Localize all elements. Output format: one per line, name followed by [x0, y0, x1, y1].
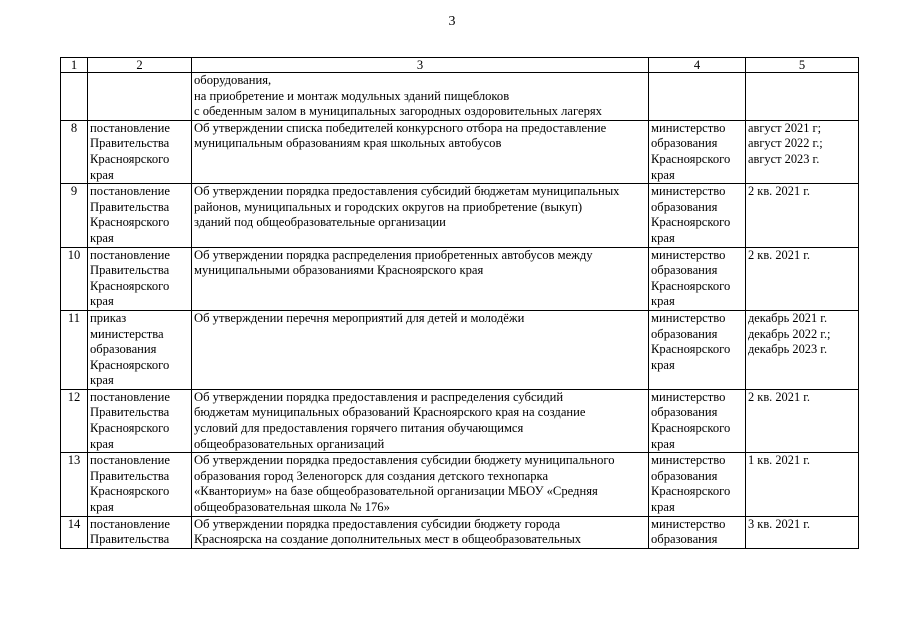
row-deadline — [746, 389, 859, 452]
row-responsible-line: края — [651, 167, 675, 182]
row-document-type-line: постановление — [90, 184, 170, 199]
column-header-4: 4 — [649, 58, 746, 73]
row-document-type — [88, 120, 192, 183]
row-document-type-line: постановление — [90, 516, 170, 531]
row-description — [192, 120, 649, 183]
row-responsible-line: министерство — [651, 453, 726, 468]
column-header-5: 5 — [746, 58, 859, 73]
row-description — [192, 453, 649, 516]
row-deadline-line: август 2022 г.; — [748, 136, 823, 151]
row-deadline-line: 1 кв. 2021 г. — [748, 453, 811, 468]
row-responsible-line: края — [651, 357, 675, 372]
continuation-line: с обеденным залом в муниципальных загородных оздоровительных лагерях — [194, 104, 602, 119]
row-document-type-line: Правительства — [90, 405, 170, 420]
row-responsible-line: образования — [651, 263, 718, 278]
row-responsible-line: министерство — [651, 120, 726, 135]
row-description — [192, 516, 649, 548]
row-responsible-line: Красноярского — [651, 342, 731, 357]
row-responsible-line: Красноярского — [651, 278, 731, 293]
row-deadline-line: 3 кв. 2021 г. — [748, 516, 811, 531]
row-description-line: Об утверждении порядка предоставления и распределения субсидий — [194, 389, 564, 404]
continuation-line: на приобретение и монтаж модульных зданий пищеблоков — [194, 88, 510, 103]
row-responsible-line: края — [651, 230, 675, 245]
row-description-line: Об утверждении порядка предоставления субсидии бюджету муниципального — [194, 453, 615, 468]
row-responsible-line: образования — [651, 199, 718, 214]
row-description-line: Об утверждении порядка предоставления субсидий бюджетам муниципальных — [194, 184, 620, 199]
row-document-type-line: Правительства — [90, 199, 170, 214]
row-deadline — [746, 247, 859, 310]
row-deadline-line: декабрь 2022 г.; — [748, 326, 831, 341]
row-document-type-line: Правительства — [90, 532, 170, 547]
row-deadline-line: декабрь 2023 г. — [748, 342, 828, 357]
row-responsible — [649, 310, 746, 389]
row-deadline — [746, 184, 859, 247]
row-responsible-line: образования — [651, 136, 718, 151]
row-document-type — [88, 247, 192, 310]
row-document-type-line: Красноярского — [90, 278, 170, 293]
table-row — [61, 453, 859, 516]
row-description-line: зданий под общеобразовательные организации — [194, 215, 446, 230]
row-number: 8 — [61, 120, 88, 183]
row-responsible-line: края — [651, 294, 675, 309]
table-row — [61, 516, 859, 548]
row-responsible-line: министерство — [651, 516, 726, 531]
column-header-1: 1 — [61, 58, 88, 73]
row-description-line: «Кванториум» на базе общеобразовательной организации МБОУ «Средняя — [194, 484, 598, 499]
row-responsible — [649, 389, 746, 452]
row-description — [192, 247, 649, 310]
row-deadline-line: август 2023 г. — [748, 151, 820, 166]
row-description — [192, 184, 649, 247]
row-number: 14 — [61, 516, 88, 548]
row-description — [192, 310, 649, 389]
row-description-line: Красноярска на создание дополнительных мест в общеобразовательных — [194, 532, 582, 547]
continuation-row — [61, 73, 859, 121]
row-description-line: Об утверждении перечня мероприятий для детей и молодёжи — [194, 310, 525, 325]
row-responsible — [649, 120, 746, 183]
row-responsible-line: образования — [651, 468, 718, 483]
row-number: 11 — [61, 310, 88, 389]
continuation-deadline — [746, 73, 859, 121]
row-deadline-line: август 2021 г; — [748, 120, 822, 135]
row-document-type-line: постановление — [90, 120, 170, 135]
row-document-type-line: края — [90, 500, 114, 515]
row-document-type-line: постановление — [90, 247, 170, 262]
continuation-num — [61, 73, 88, 121]
row-responsible-line: Красноярского — [651, 215, 731, 230]
row-description-line: районов, муниципальных и городских округов на приобретение (выкуп) — [194, 199, 583, 214]
continuation-responsible — [649, 73, 746, 121]
row-document-type — [88, 389, 192, 452]
row-description-line: Об утверждении списка победителей конкурсного отбора на предоставление — [194, 120, 607, 135]
row-responsible — [649, 516, 746, 548]
row-document-type-line: Красноярского — [90, 215, 170, 230]
row-responsible-line: края — [651, 436, 675, 451]
row-description-line: бюджетам муниципальных образований Красноярского края на создание — [194, 405, 586, 420]
row-document-type-line: края — [90, 294, 114, 309]
row-responsible-line: Красноярского — [651, 421, 731, 436]
row-responsible-line: министерство — [651, 310, 726, 325]
measures-table — [60, 57, 859, 549]
row-responsible-line: образования — [651, 532, 718, 547]
row-document-type — [88, 184, 192, 247]
row-document-type-line: постановление — [90, 389, 170, 404]
row-document-type — [88, 310, 192, 389]
row-responsible — [649, 247, 746, 310]
row-deadline — [746, 453, 859, 516]
row-deadline — [746, 310, 859, 389]
row-document-type-line: приказ — [90, 310, 127, 325]
row-number: 13 — [61, 453, 88, 516]
row-number: 10 — [61, 247, 88, 310]
table-row — [61, 184, 859, 247]
row-description-line: общеобразовательная школа № 176» — [194, 500, 390, 515]
row-description-line: общеобразовательных организаций — [194, 436, 385, 451]
table-row — [61, 310, 859, 389]
row-description-line: муниципальными образованиями Красноярского края — [194, 263, 484, 278]
row-deadline-line: 2 кв. 2021 г. — [748, 389, 811, 404]
continuation-type — [88, 73, 192, 121]
row-document-type-line: края — [90, 373, 114, 388]
row-document-type — [88, 453, 192, 516]
row-description — [192, 389, 649, 452]
row-responsible-line: министерство — [651, 389, 726, 404]
row-description-line: муниципальным образованиям края школьных автобусов — [194, 136, 502, 151]
table-row — [61, 389, 859, 452]
row-deadline-line: декабрь 2021 г. — [748, 310, 828, 325]
row-deadline-line: 2 кв. 2021 г. — [748, 184, 811, 199]
row-document-type-line: Красноярского — [90, 421, 170, 436]
row-document-type-line: края — [90, 230, 114, 245]
continuation-line: оборудования, — [194, 73, 272, 87]
row-number: 9 — [61, 184, 88, 247]
row-document-type-line: постановление — [90, 453, 170, 468]
row-number: 12 — [61, 389, 88, 452]
row-document-type-line: Правительства — [90, 263, 170, 278]
row-description-line: условий для предоставления горячего питания обучающимся — [194, 421, 524, 436]
column-header-3: 3 — [192, 58, 649, 73]
row-document-type-line: министерства — [90, 326, 164, 341]
row-deadline — [746, 120, 859, 183]
header-row — [61, 58, 859, 73]
row-description-line: Об утверждении порядка распределения приобретенных автобусов между — [194, 247, 593, 262]
column-header-2: 2 — [88, 58, 192, 73]
table-row — [61, 120, 859, 183]
row-description-line: образования город Зеленогорск для создания детского технопарка — [194, 468, 549, 483]
row-responsible-line: министерство — [651, 247, 726, 262]
row-description-line: Об утверждении порядка предоставления субсидии бюджету города — [194, 516, 561, 531]
row-responsible — [649, 184, 746, 247]
row-responsible-line: образования — [651, 405, 718, 420]
row-deadline-line: 2 кв. 2021 г. — [748, 247, 811, 262]
row-responsible-line: края — [651, 500, 675, 515]
row-responsible — [649, 453, 746, 516]
row-deadline — [746, 516, 859, 548]
row-document-type-line: Правительства — [90, 136, 170, 151]
row-document-type-line: образования — [90, 342, 157, 357]
row-document-type-line: Красноярского — [90, 151, 170, 166]
row-document-type-line: Красноярского — [90, 484, 170, 499]
row-responsible-line: Красноярского — [651, 484, 731, 499]
row-document-type-line: края — [90, 167, 114, 182]
table-row — [61, 247, 859, 310]
row-document-type-line: Красноярского — [90, 357, 170, 372]
row-responsible-line: министерство — [651, 184, 726, 199]
row-document-type — [88, 516, 192, 548]
continuation-text — [192, 73, 649, 121]
row-document-type-line: Правительства — [90, 468, 170, 483]
row-responsible-line: образования — [651, 326, 718, 341]
row-responsible-line: Красноярского — [651, 151, 731, 166]
page-number: 3 — [448, 14, 456, 29]
row-document-type-line: края — [90, 436, 114, 451]
